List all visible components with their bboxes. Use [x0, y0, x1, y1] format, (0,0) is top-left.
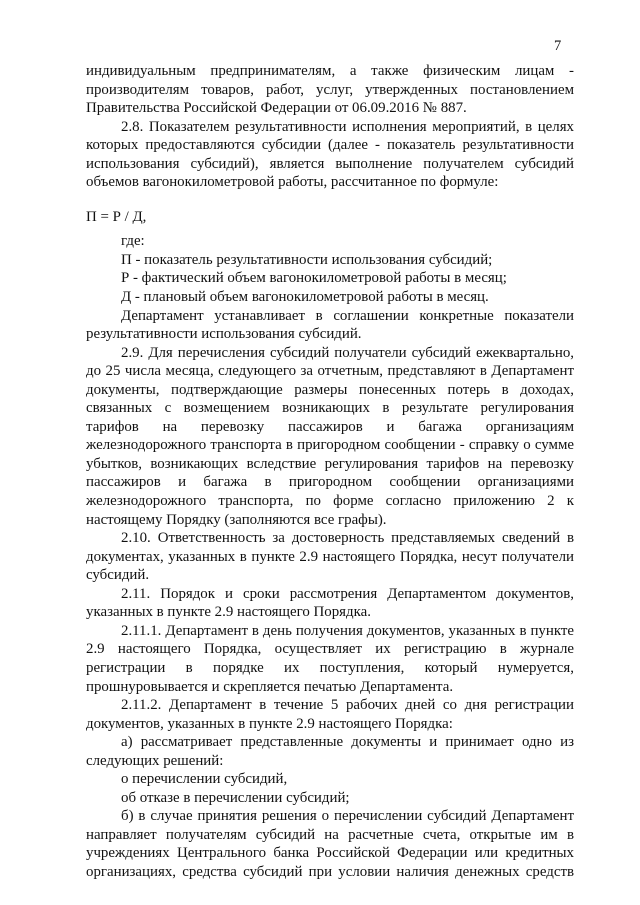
paragraph: 2.8. Показателем результативности исполнения мероприятий, в целях которых предоставляются субсидии (далее - показатель результативности использования субсидий), является выполнение получателем субсидий объемов вагонокилометровой работы, рассчитанное по формуле:: [86, 118, 574, 191]
paragraph: Департамент устанавливает в соглашении конкретные показатели результативности использования субсидий.: [86, 307, 574, 343]
paragraph: б) в случае принятия решения о перечислении субсидий Департамент направляет получателям субсидий на расчетные счета, открытые им в учреждениях Центрального банка Российской Федерации или кредитных организациях, средства субсидий при условии наличия денежных средств: [86, 808, 574, 880]
paragraph: Р - фактический объем вагонокилометровой работы в месяц;: [121, 270, 507, 287]
paragraph: 2.11.1. Департамент в день получения документов, указанных в пункте 2.9 настоящего Порядка, осуществляет их регистрацию в журнале регистрации в порядке их поступления, который нумеруется, прошнуровывается и скрепляется печатью Департамента.: [86, 622, 574, 695]
paragraph: индивидуальным предпринимателям, а также физическим лицам - производителям товаров, работ, услуг, утвержденных постановлением Правительства Российской Федерации от 06.09.2016 № 887.: [86, 63, 574, 117]
paragraph: а) рассматривает представленные документы и принимает одно из следующих решений:: [86, 734, 574, 769]
paragraph: где:: [121, 233, 145, 250]
document-body: [86, 62, 574, 882]
paragraph: 2.10. Ответственность за достоверность представляемых сведений в документах, указанных в пункте 2.9 настоящего Порядка, несут получатели субсидий.: [86, 530, 574, 584]
formula: П = Р / Д,: [86, 208, 147, 225]
paragraph: 2.11. Порядок и сроки рассмотрения Департаментом документов, указанных в пункте 2.9 настоящего Порядка.: [86, 585, 574, 621]
paragraph: Д - плановый объем вагонокилометровой работы в месяц.: [121, 289, 489, 306]
paragraph: 2.9. Для перечисления субсидий получатели субсидий ежеквартально, до 25 числа месяца, следующего за отчетным, представляют в Департамент документы, подтверждающие размеры понесенных потерь в доходах, связанных с возмещением возникающих в результате регулирования тарифов на перевозку пассажиров и багажа организациям железнодорожного транспорта в пригородном сообщении - справку о сумме убытков, возникающих вследствие регулирования тарифов на перевозку пассажиров и багажа в пригородном сообщении организациями железнодорожного транспорта, по форме согласно приложению 2 к настоящему Порядку (заполняются все графы).: [86, 344, 574, 528]
paragraph: об отказе в перечислении субсидий;: [121, 789, 350, 806]
paragraph: П - показатель результативности использования субсидий;: [121, 251, 493, 268]
paragraph: 2.11.2. Департамент в течение 5 рабочих дней со дня регистрации документов, указанных в пункте 2.9 настоящего Порядка:: [86, 697, 574, 732]
page-number: 7: [554, 38, 562, 54]
paragraph: о перечислении субсидий,: [121, 771, 288, 788]
